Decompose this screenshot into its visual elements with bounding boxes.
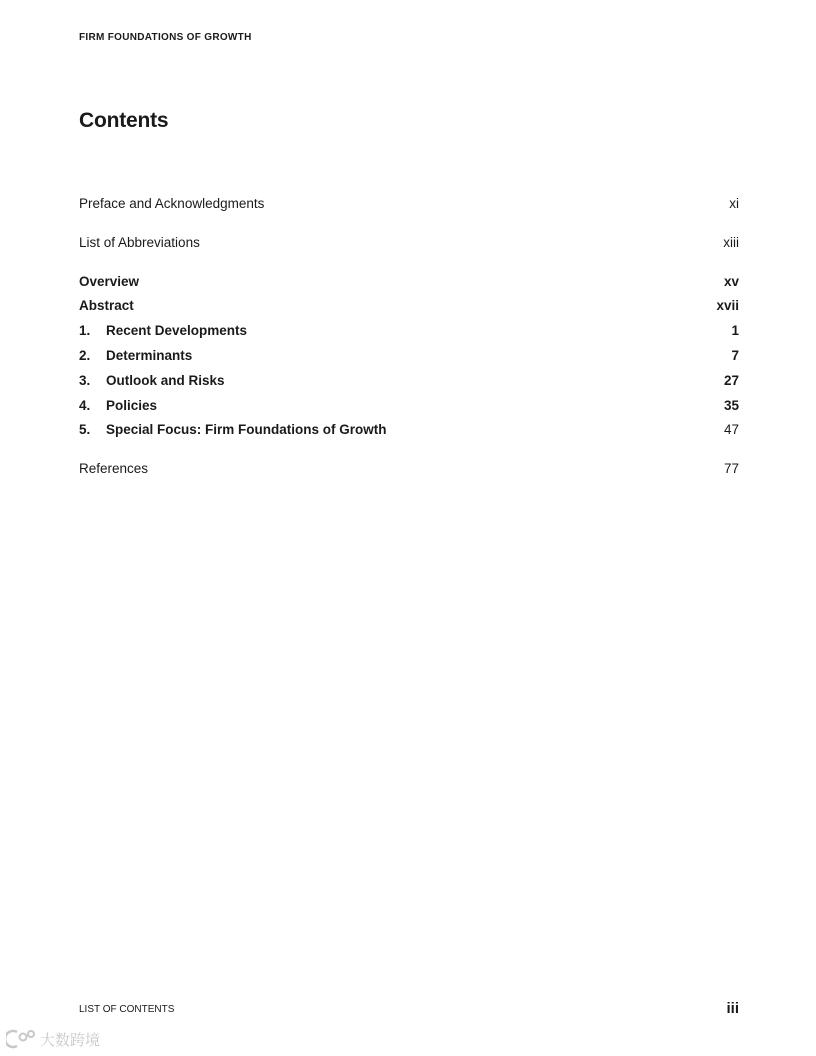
toc-entry-overview[interactable] [79, 270, 739, 295]
toc-entry-page: xvii [716, 298, 739, 314]
toc-entry-label: Preface and Acknowledgments [79, 196, 265, 211]
toc-entry-page: 7 [731, 347, 739, 363]
page-title: Contents [79, 109, 169, 132]
toc-entry-preface[interactable] [79, 192, 739, 217]
toc-entry-number: 4. [79, 397, 91, 413]
toc-entry-page: xiii [723, 234, 739, 250]
toc-entry-label: Outlook and Risks [106, 372, 225, 388]
page-number: iii [726, 1000, 739, 1017]
watermark-text: 大数跨境 [40, 1031, 101, 1049]
toc-entry-chapter-3[interactable] [79, 369, 739, 394]
toc-entry-page: 35 [723, 397, 739, 413]
toc-entry-page: 47 [723, 422, 739, 438]
toc-entry-number: 2. [79, 347, 91, 363]
toc-entry-abstract[interactable] [79, 294, 739, 319]
logo-icon [6, 1028, 36, 1050]
toc-entry-page: 27 [723, 372, 739, 388]
table-of-contents [79, 192, 739, 482]
running-header: FIRM FOUNDATIONS OF GROWTH [79, 32, 252, 43]
toc-entry-label: Recent Developments [106, 323, 248, 339]
toc-entry-chapter-5[interactable] [79, 418, 739, 443]
toc-entry-label: Overview [79, 273, 140, 289]
toc-entry-page: xv [723, 273, 739, 289]
toc-entry-label: List of Abbreviations [79, 234, 200, 250]
toc-entry-label: Abstract [79, 298, 134, 314]
toc-entry-number: 1. [79, 323, 91, 339]
toc-entry-chapter-2[interactable] [79, 344, 739, 369]
toc-entry-page: xi [729, 196, 739, 211]
toc-entry-label: References [79, 461, 149, 477]
toc-entry-chapter-4[interactable] [79, 394, 739, 419]
toc-entry-references[interactable] [79, 457, 739, 482]
toc-entry-label: Determinants [106, 347, 193, 363]
watermark [6, 1028, 100, 1050]
toc-entry-number: 5. [79, 422, 91, 438]
toc-entry-label: Special Focus: Firm Foundations of Growth [106, 422, 387, 438]
toc-entry-page: 77 [723, 461, 739, 477]
toc-entry-chapter-1[interactable] [79, 319, 739, 344]
footer-label: LIST OF CONTENTS [79, 1004, 175, 1015]
toc-entry-abbreviations[interactable] [79, 231, 739, 256]
toc-entry-page: 1 [731, 323, 739, 339]
toc-entry-label: Policies [106, 397, 158, 413]
toc-entry-number: 3. [79, 372, 91, 388]
